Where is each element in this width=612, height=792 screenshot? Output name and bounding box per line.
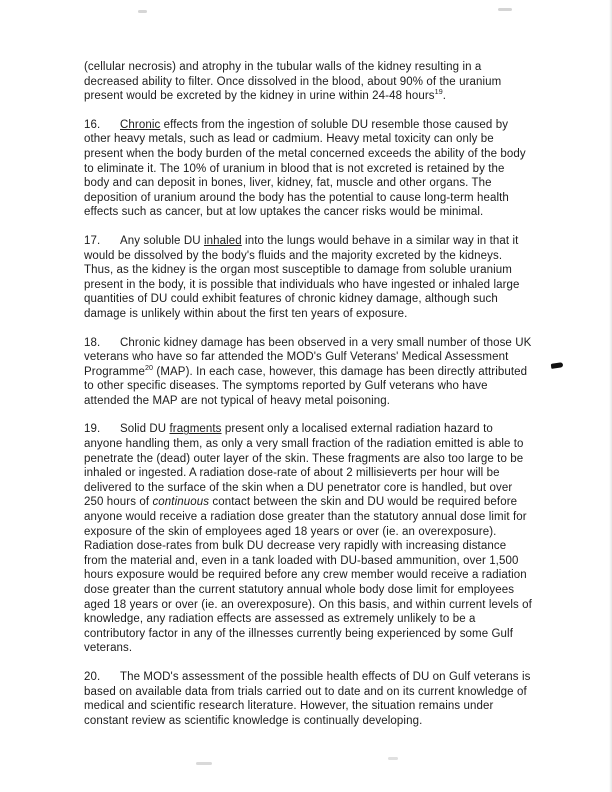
paragraph [84,336,532,409]
text-segment: (cellular necrosis) and atrophy in the tubular walls of the kidney resulting in a decreased ability to filter. Once dissolved in the blood, about 90% of the uranium present would be excreted by the kidney in urine within 24-48 hours [84,61,502,103]
text-segment: Solid DU [120,423,170,436]
text-segment: effects from the ingestion of soluble DU resemble those caused by other heavy metals, such as lead or cadmium. Heavy metal toxicity can only be present when the body burden of the metal concerned exceeds the ability of the body to eliminate it. The 10% of uranium in blood that is not excreted is retained by the body and can deposit in bones, liver, kidney, fat, muscle and other organs. The deposition of uranium around the body has the potential to cause long-term health effects such as cancer, but at low uptakes the cancer risks would be minimal. [84,118,526,219]
scan-speck [388,757,398,760]
scan-speck [196,762,212,765]
text-segment: contact between the skin and DU would be required before anyone would receive a radiation dose greater than the statutory annual dose limit for exposure of the skin of employees aged 18 years or over (ie. an overexposure). Radiation dose-rates from bulk DU decrease very rapidly with increasing distance from the material and, even in a tank loaded with DU-based ammunition, over 1,500 hours exposure would be required before any crew member would receive a radiation dose greater than the current statutory annual whole body dose limit for employees aged 18 years or over (ie. an overexposure). On this basis, and within current levels of knowledge, any radiation effects are assessed as extremely unlikely to be a contributory factor in any of the illnesses currently being experienced by some Gulf veterans. [84,496,532,655]
paragraph-number: 18. [84,336,101,349]
text-segment: Chronic kidney damage has been observed in a very small number of those UK veterans who have so far attended the MOD's Gulf Veterans' Medical Assessment Programme [84,336,532,378]
paragraph [84,60,532,104]
text-segment: present only a localised external radiation hazard to anyone handling them, as only a very small fraction of the radiation emitted is able to penetrate the (dead) outer layer of the skin. These fragments are also too large to be inhaled or ingested. A radiation dose-rate of about 2 millisieverts per hour will be delivered to the surface of the skin when a DU penetrator core is handled, but over 250 hours of [84,423,524,509]
scan-speck [138,10,147,13]
text-segment: inhaled [203,234,242,247]
text-segment: continuous [152,496,210,509]
footnote-reference: 19 [434,88,443,97]
text-segment: (MAP). In each case, however, this damage has been directly attributed to other specific diseases. The symptoms reported by Gulf veterans who have attended the MAP are not typical of heavy metal poisoning. [84,365,528,407]
text-segment: fragments [169,423,222,436]
text-segment: The MOD's assessment of the possible health effects of DU on Gulf veterans is based on available data from trials carried out to date and on its current knowledge of medical and scientific research literature. However, the situation remains under constant review as scientific knowledge is continually developing. [84,670,531,727]
footnote-reference: 20 [144,363,154,372]
paragraph [84,118,532,220]
text-segment: Any soluble DU [120,234,204,247]
text-segment: . [442,90,447,103]
paragraph-number: 20. [84,670,101,683]
paragraph-number: 19. [84,423,101,436]
paragraph [84,422,532,656]
document-body [84,60,532,728]
text-segment: Chronic [120,118,161,131]
ink-mark [551,362,564,369]
paragraph [84,234,532,322]
paragraph-number: 16. [84,118,101,131]
paragraph-number: 17. [84,234,101,247]
paragraph [84,670,532,728]
text-segment: into the lungs would behave in a similar way in that it would be dissolved by the body's fluids and the majority excreted by the kidneys. Thus, as the kidney is the organ most susceptible to damage from soluble uranium present in the body, it is possible that individuals who have ingested or inhaled large quantities of DU could exhibit features of chronic kidney damage, although such damage is unlikely within about the first ten years of exposure. [84,234,520,320]
scan-speck [498,8,512,11]
